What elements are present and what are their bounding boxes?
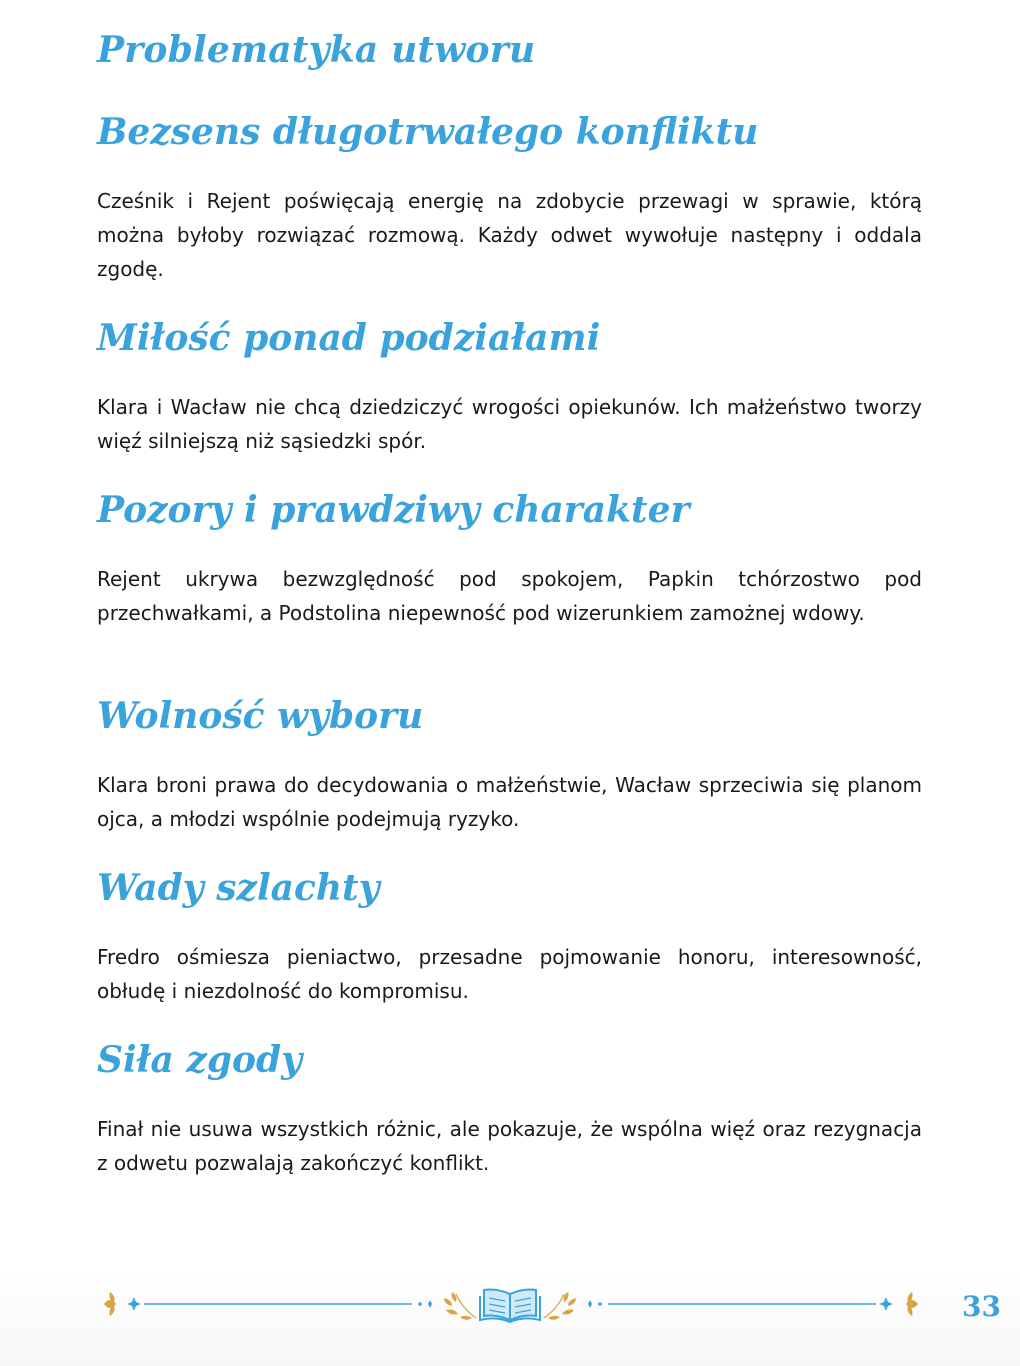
- section-heading: Pozory i prawdziwy charakter: [97, 489, 690, 531]
- sparkle-left-icon: [127, 1297, 141, 1311]
- section-freedom: [97, 690, 922, 831]
- section-body: Klara broni prawa do decydowania o małżeństwie, Wacław sprzeciwia się planom ojca, a młodzi wspólnie podejmują ryzyko.: [97, 773, 922, 831]
- section-heading: Siła zgody: [97, 1039, 303, 1081]
- section-heading: Miłość ponad podziałami: [97, 317, 601, 359]
- page-title: Problematyka utworu: [97, 29, 536, 71]
- leaf-sprig-left-icon: [104, 1292, 116, 1316]
- section-heading: Wolność wyboru: [97, 695, 424, 737]
- section-body: Finał nie usuwa wszystkich różnic, ale pokazuje, że wspólna więź oraz rezygnacja z odwetu pozwalają zakończyć konflikt.: [97, 1117, 922, 1175]
- section-body: Cześnik i Rejent poświęcają energię na zdobycie przewagi w sprawie, którą można byłoby rozwiązać rozmową. Każdy odwet wywołuje następny i oddala zgodę.: [97, 189, 922, 281]
- section-body: Klara i Wacław nie chcą dziedziczyć wrogości opiekunów. Ich małżeństwo tworzy więź silniejszą niż sąsiedzki spór.: [97, 395, 922, 453]
- section-conflict: [97, 106, 922, 281]
- footer-ornament: [100, 1284, 922, 1324]
- open-book-icon: [480, 1290, 540, 1323]
- section-harmony: [97, 1034, 922, 1175]
- section-appearances: [97, 484, 922, 625]
- section-nobility-flaws: [97, 862, 922, 1003]
- sparkle-right-icon: [879, 1297, 893, 1311]
- laurel-left-icon: [444, 1292, 476, 1320]
- section-love: [97, 312, 922, 453]
- section-heading: Bezsens długotrwałego konfliktu: [97, 111, 759, 153]
- page-number: 33: [962, 1290, 1001, 1323]
- section-heading: Wady szlachty: [97, 867, 380, 909]
- section-body: Fredro ośmiesza pieniactwo, przesadne pojmowanie honoru, interesowność, obłudę i niezdolność do kompromisu.: [97, 945, 922, 1003]
- laurel-right-icon: [544, 1292, 576, 1320]
- section-body: Rejent ukrywa bezwzględność pod spokojem, Papkin tchórzostwo pod przechwałkami, a Podstolina niepewność pod wizerunkiem zamożnej wdowy.: [97, 567, 922, 625]
- leaf-sprig-right-icon: [906, 1292, 918, 1316]
